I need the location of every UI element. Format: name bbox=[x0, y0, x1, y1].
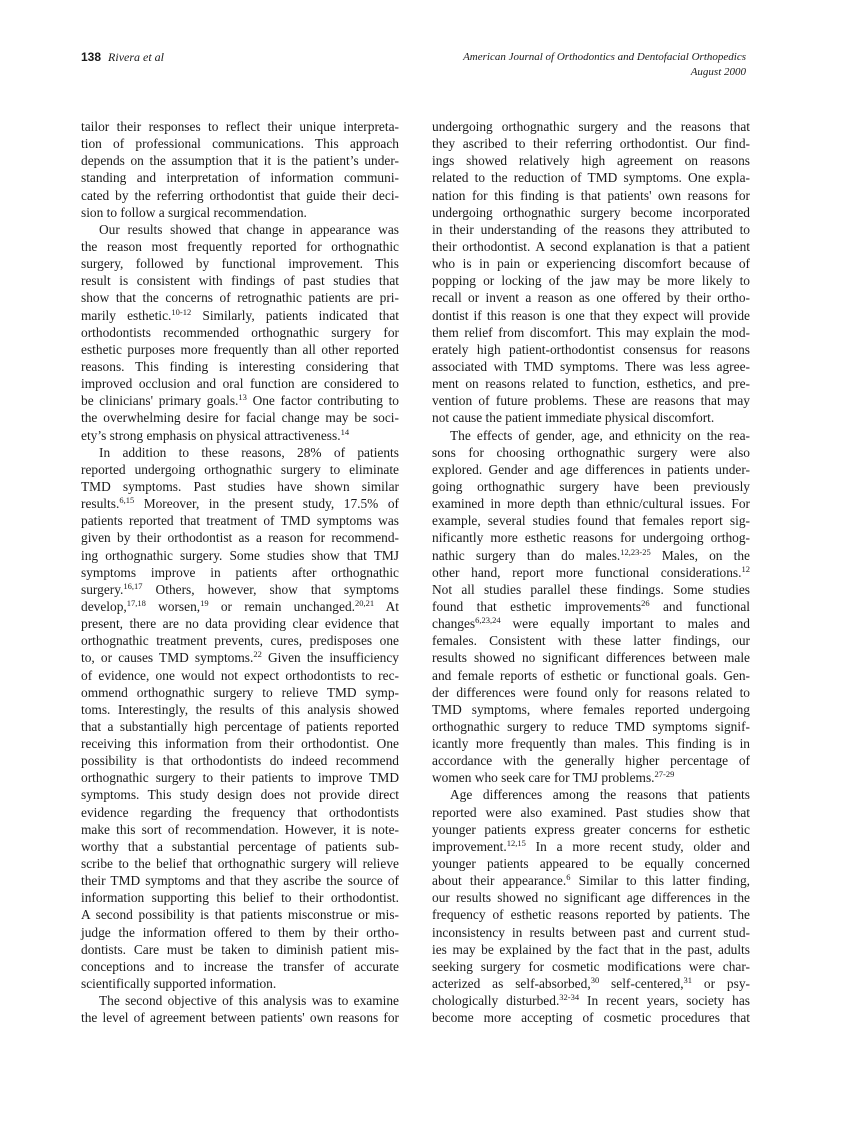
citation-superscript: 19 bbox=[200, 597, 209, 608]
text-fragment: be clinicians' primary goals. bbox=[81, 393, 239, 409]
text-fragment: improvement. bbox=[432, 838, 507, 854]
text-line: associated with TMD symptoms. There was less agree- bbox=[432, 358, 750, 374]
text-line: their orthodontist. A second explanation is that a patient bbox=[432, 238, 750, 254]
text-line: of evidence, one would not expect orthodontists to rec- bbox=[81, 667, 399, 683]
text-line bbox=[432, 838, 750, 855]
text-line: ies may be explained by the fact that in the past, adults bbox=[432, 941, 750, 957]
text-line: popping or locking of the jaw may be more likely to bbox=[432, 273, 750, 289]
text-line: the level of agreement between patients' own reasons for bbox=[81, 1010, 399, 1026]
text-line: become more accepting of cosmetic procedures that bbox=[432, 1010, 750, 1026]
text-line: younger patients express greater concerns for esthetic bbox=[432, 821, 750, 837]
citation-superscript: 6,23,24 bbox=[475, 615, 501, 626]
text-line: scribe to the belief that orthognathic surgery will relieve bbox=[81, 856, 399, 872]
text-line: tion of professional communications. This approach bbox=[81, 136, 399, 152]
journal-title: American Journal of Orthodontics and Dentofacial Orthopedics bbox=[463, 51, 746, 63]
text-line: in their understanding of the reasons they attributed to bbox=[432, 221, 750, 237]
text-line: frequency of esthetic reasons reported by patients. The bbox=[432, 907, 750, 923]
citation-superscript: 27-29 bbox=[654, 769, 675, 780]
text-fragment: In a more recent study, older and bbox=[525, 838, 750, 854]
text-line: The second objective of this analysis was to examine bbox=[99, 993, 399, 1009]
text-fragment: Males, on the bbox=[650, 547, 750, 563]
text-fragment: nathic surgery than do males. bbox=[432, 547, 621, 563]
text-line: and female reports of esthetic or functional goals. Gen- bbox=[432, 667, 750, 683]
text-line: tailor their responses to reflect their unique interpreta- bbox=[81, 119, 399, 134]
running-header-left bbox=[81, 50, 164, 64]
citation-superscript: 14 bbox=[340, 426, 350, 437]
citation-superscript: 12,23-25 bbox=[620, 546, 651, 557]
text-line: Our results showed that change in appearance was bbox=[99, 221, 399, 237]
text-line: surgery, followed by functional improvement. This bbox=[81, 256, 399, 272]
text-line: orthodontists recommended orthognathic surgery for bbox=[81, 324, 399, 340]
text-line: ment on reasons related to function, esthetics, and pre- bbox=[432, 376, 750, 392]
text-line: seeking surgery for cosmetic modifications were char- bbox=[432, 958, 750, 974]
text-line: improved occlusion and oral function are considered to bbox=[81, 376, 399, 392]
text-line: A second possibility is that patients misconstrue or mis- bbox=[81, 907, 399, 923]
text-line: worthy that a substantial percentage of patients sub- bbox=[81, 838, 399, 854]
text-fragment: found that esthetic improvements bbox=[432, 598, 642, 614]
text-line bbox=[432, 615, 750, 632]
text-line: evidence regarding the frequency that orthodontists bbox=[81, 804, 399, 820]
text-line: not cause the patient immediate physical discomfort. bbox=[432, 410, 715, 426]
text-line: sion to follow a surgical recommendation. bbox=[81, 204, 307, 220]
text-fragment: and functional bbox=[649, 598, 750, 614]
text-fragment: surgery. bbox=[81, 581, 124, 597]
text-line: Not all studies parallel these findings. Some studies bbox=[432, 581, 750, 597]
text-line: sons for choosing orthognathic surgery were also bbox=[432, 444, 750, 460]
text-line: depends on the assumption that it is the patient’s under- bbox=[81, 153, 399, 169]
text-line: make this sort of recommendation. However, it is note- bbox=[81, 821, 399, 837]
citation-superscript: 31 bbox=[683, 975, 693, 986]
text-line bbox=[432, 564, 750, 581]
text-line: inconsistency in results between past and current stud- bbox=[432, 924, 750, 940]
text-line: explored. Gender and age differences in patients under- bbox=[432, 461, 750, 477]
text-line: TMD symptoms. Past studies have shown similar bbox=[81, 478, 399, 494]
text-line: their TMD symptoms and that they ascribe the source of bbox=[81, 873, 399, 889]
text-line bbox=[81, 427, 399, 444]
text-line: females. Consistent with these latter findings, our bbox=[432, 633, 750, 649]
text-fragment: In recent years, society has bbox=[579, 993, 750, 1009]
citation-superscript: 20,21 bbox=[354, 597, 375, 608]
running-author: Rivera et al bbox=[108, 50, 165, 64]
text-line: symptoms. This study design does not provide direct bbox=[81, 787, 399, 803]
text-line: reported undergoing orthognathic surgery to eliminate bbox=[81, 461, 399, 477]
text-line: possibility is that orthodontists do indeed recommend bbox=[81, 753, 399, 769]
text-line: nation for this finding is that patients' own reasons for bbox=[432, 187, 750, 203]
text-line: example, several studies found that females report sig- bbox=[432, 513, 750, 529]
text-fragment: acterized as self-absorbed, bbox=[432, 976, 591, 992]
text-fragment: women who seek care for TMJ problems. bbox=[432, 770, 655, 786]
text-fragment: self-centered, bbox=[599, 976, 684, 992]
text-line: going orthognathic surgery have been previously bbox=[432, 478, 750, 494]
text-line bbox=[81, 581, 399, 598]
text-line: The effects of gender, age, and ethnicity on the rea- bbox=[450, 427, 750, 443]
text-line: der differences were found only for reasons related to bbox=[432, 684, 750, 700]
text-line: result is consistent with findings of past studies that bbox=[81, 273, 399, 289]
text-line: related to the reduction of TMD symptoms. One expla- bbox=[432, 170, 750, 186]
text-line: younger patients appeared to be equally concerned bbox=[432, 856, 750, 872]
right-column bbox=[432, 118, 750, 1026]
text-fragment: about their appearance. bbox=[432, 873, 567, 889]
text-fragment: or psy- bbox=[692, 976, 750, 992]
text-line: orthognathic treatment prevents, cures, predisposes one bbox=[81, 633, 399, 649]
running-header-right bbox=[463, 50, 746, 80]
text-line: vention of future problems. These are reasons that may bbox=[432, 393, 750, 409]
text-line: judge the information offered to them by their ortho- bbox=[81, 924, 399, 940]
text-line bbox=[81, 307, 399, 324]
text-line: receiving this information from their orthodontist. One bbox=[81, 736, 399, 752]
citation-superscript: 6,15 bbox=[119, 495, 135, 506]
text-line: ings showed relatively high agreement on reasons bbox=[432, 153, 750, 169]
citation-superscript: 16,17 bbox=[123, 580, 143, 591]
text-line: nificantly more esthetic reasons for undergoing orthog- bbox=[432, 530, 750, 546]
text-fragment: changes bbox=[432, 616, 476, 632]
citation-superscript: 30 bbox=[590, 975, 600, 986]
issue-date: August 2000 bbox=[690, 66, 746, 78]
text-fragment: Others, however, show that symptoms bbox=[142, 581, 399, 597]
text-line: ommend orthognathic surgery to relieve TMD symp- bbox=[81, 684, 399, 700]
text-line: patients reported that treatment of TMD symptoms was bbox=[81, 513, 399, 529]
text-line: ing orthognathic surgery. Some studies show that TMJ bbox=[81, 547, 399, 563]
text-fragment: ety’s strong emphasis on physical attractiveness. bbox=[81, 427, 341, 443]
text-fragment: to, or causes TMD symptoms. bbox=[81, 650, 254, 666]
text-line: the overwhelming desire for facial change may be soci- bbox=[81, 410, 399, 426]
citation-superscript: 26 bbox=[641, 597, 650, 608]
text-line: recall or invent a reason as one offered by their ortho- bbox=[432, 290, 750, 306]
text-fragment: chologically disturbed. bbox=[432, 993, 560, 1009]
text-line: that a substantially high percentage of patients reported bbox=[81, 718, 399, 734]
text-line: information supporting this belief to their orthodontist. bbox=[81, 890, 399, 906]
text-line bbox=[432, 769, 750, 786]
page-number: 138 bbox=[81, 50, 102, 64]
text-line: they ascribed to their referring orthodontist. Our find- bbox=[432, 136, 750, 152]
citation-superscript: 17,18 bbox=[126, 597, 146, 608]
text-fragment: results. bbox=[81, 496, 120, 512]
text-line: accordance with the generally higher percentage of bbox=[432, 753, 750, 769]
citation-superscript: 13 bbox=[238, 392, 247, 403]
text-fragment: were equally important to males and bbox=[500, 616, 750, 632]
citation-superscript: 12 bbox=[741, 563, 750, 574]
citation-superscript: 10-12 bbox=[171, 306, 192, 317]
text-line: esthetic purposes more frequently than all other reported bbox=[81, 341, 399, 357]
text-line: examined in more depth than ethnic/cultural issues. For bbox=[432, 496, 750, 512]
text-fragment: Given the insufficiency bbox=[261, 650, 399, 666]
text-line: given by their orthodontist as a reason for recommend- bbox=[81, 530, 399, 546]
text-line bbox=[432, 547, 750, 564]
text-line bbox=[81, 495, 399, 512]
text-line: cated by the referring orthodontist that guide their deci- bbox=[81, 187, 399, 203]
text-line: who is in pain or experiencing discomfort because of bbox=[432, 256, 750, 272]
text-line: symptoms improve in patients after orthognathic bbox=[81, 564, 399, 580]
text-line: undergoing orthognathic surgery and the reasons that bbox=[432, 119, 750, 134]
text-line: our results showed no significant age differences in the bbox=[432, 890, 750, 906]
left-column bbox=[81, 118, 399, 1026]
text-fragment: At bbox=[374, 598, 399, 614]
text-line: scientifically supported information. bbox=[81, 976, 277, 992]
text-line bbox=[81, 598, 399, 615]
text-fragment: One factor contributing to bbox=[246, 393, 399, 409]
text-line: orthognathic surgery to reduce TMD symptoms signif- bbox=[432, 718, 750, 734]
text-line: In addition to these reasons, 28% of patients bbox=[99, 444, 399, 460]
text-line: dontists. Care must be taken to diminish patient mis- bbox=[81, 941, 399, 957]
text-line bbox=[432, 992, 750, 1009]
text-line: results showed no significant differences between male bbox=[432, 650, 750, 666]
text-line: present, there are no data providing clear evidence that bbox=[81, 616, 399, 632]
text-line: orthognathic surgery to their patients to improve TMD bbox=[81, 770, 399, 786]
text-fragment: or remain unchanged. bbox=[208, 598, 355, 614]
text-line: them relief from discomfort. This may explain the mod- bbox=[432, 324, 750, 340]
text-line bbox=[432, 975, 750, 992]
text-fragment: Similar to this latter finding, bbox=[570, 873, 750, 889]
citation-superscript: 12,15 bbox=[506, 837, 526, 848]
citation-superscript: 6 bbox=[566, 872, 571, 883]
text-fragment: marily esthetic. bbox=[81, 307, 172, 323]
text-line: show that the concerns of retrognathic patients are pri- bbox=[81, 290, 399, 306]
text-line bbox=[81, 392, 399, 409]
text-line bbox=[81, 649, 399, 666]
text-line: TMD symptoms, where females reported undergoing bbox=[432, 701, 750, 717]
text-line: toms. Interestingly, the results of this analysis showed bbox=[81, 701, 399, 717]
text-line bbox=[432, 872, 750, 889]
text-line: erately high patient-orthodontist consensus for reasons bbox=[432, 341, 750, 357]
text-fragment: Moreover, in the present study, 17.5% of bbox=[134, 496, 399, 512]
text-fragment: Similarly, patients indicated that bbox=[191, 307, 399, 323]
text-line: reported were also examined. Past studies show that bbox=[432, 804, 750, 820]
text-line: undergoing orthognathic surgery become incorporated bbox=[432, 204, 750, 220]
text-line: standing and interpretation of information communi- bbox=[81, 170, 399, 186]
citation-superscript: 32-34 bbox=[559, 992, 580, 1003]
text-fragment: develop, bbox=[81, 598, 127, 614]
text-line: the reason most frequently reported for orthognathic bbox=[81, 238, 399, 254]
text-line: reasons. This finding is interesting considering that bbox=[81, 358, 399, 374]
text-line bbox=[432, 598, 750, 615]
text-line: icantly more frequently than males. This finding is in bbox=[432, 736, 750, 752]
text-line: conceptions and to increase the transfer of accurate bbox=[81, 958, 399, 974]
text-fragment: worsen, bbox=[145, 598, 201, 614]
text-line: dontist if this reason is one that they expect will provide bbox=[432, 307, 750, 323]
text-line: Age differences among the reasons that patients bbox=[450, 787, 750, 803]
citation-superscript: 22 bbox=[253, 649, 262, 660]
text-fragment: other hand, report more functional considerations. bbox=[432, 564, 742, 580]
